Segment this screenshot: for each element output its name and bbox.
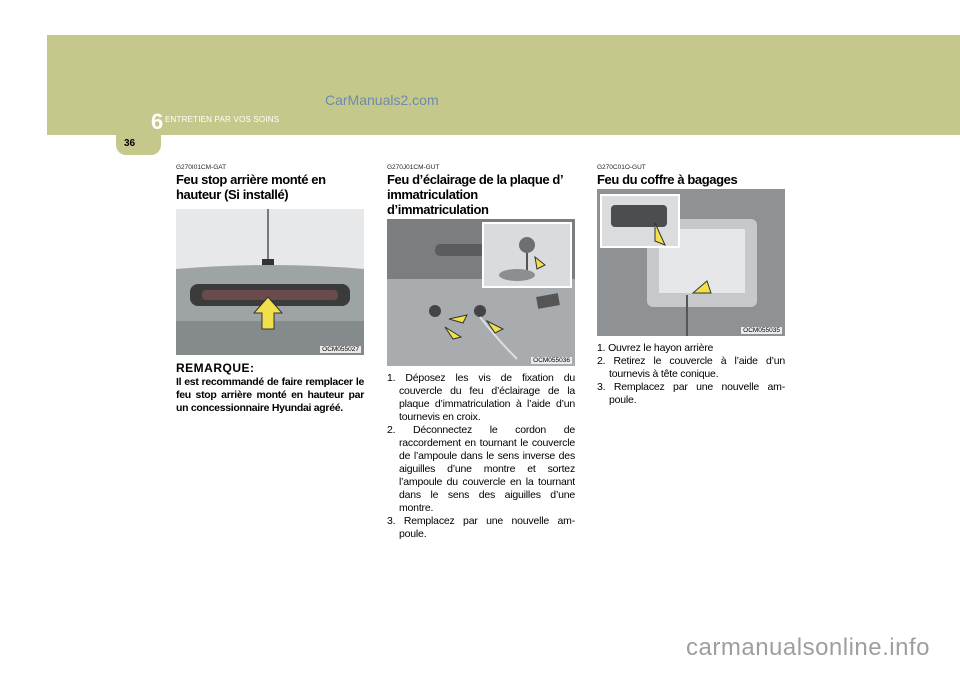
section-title: Feu du coffre à bagages [597,172,738,187]
note-text: Il est recommandé de faire remplacer le feu stop arrière monté en hauteur par un concessionnaire Hyundai agréé. [176,376,364,414]
instruction-step: 3. Remplacez par une nouvelle am- poule. [597,381,785,406]
section-code: G270J01CM-GUT [387,164,440,171]
instruction-list [597,342,785,407]
section-code: G270C01O-GUT [597,164,646,171]
section-code: G270I01CM-GAT [176,164,227,171]
column-license-plate-light [387,164,575,541]
image-code: OCM055035 [743,327,780,334]
section-title: Feu stop arrière monté en hauteur (Si installé) [176,172,326,202]
chapter-title: ENTRETIEN PAR VOS SOINS [165,115,280,124]
license-plate-light-image [387,219,575,366]
column-cargo-area-light [597,164,785,407]
header-watermark[interactable]: CarManuals2.com [325,92,439,108]
instruction-step: 2. Retirez le couvercle à l’aide d’un tournevis à tête conique. [597,355,785,380]
image-code: OCM055036 [533,357,570,364]
section-title: Feu d’éclairage de la plaque d’ immatriculation d’immatriculation [387,172,563,217]
high-mount-stop-image [176,209,364,355]
image-code: OCM055027 [322,346,359,353]
note-heading: REMARQUE: [176,361,255,375]
cargo-area-light-image [597,189,785,336]
page-tab [116,135,161,155]
cargo-area-light-illustration [597,189,785,336]
instruction-step: 3. Remplacez par une nouvelle am- poule. [387,515,575,540]
instruction-step: 1. Ouvrez le hayon arrière [597,342,714,354]
instruction-step: 1. Déposez les vis de fixation du couvercle du feu d’éclairage de la plaque d’immatriculation à l’aide d’un tournevis en croix. [387,372,575,423]
column-high-mount-stop [176,164,364,415]
footer-watermark[interactable]: carmanualsonline.info [686,634,930,661]
license-plate-light-illustration [387,219,575,366]
high-mount-stop-illustration [176,209,364,355]
instruction-list [387,372,575,541]
instruction-step: 2. Déconnectez le cordon de raccordement en tournant le couvercle de l’ampoule dans le sens inverse des aiguilles d’une montre et sortez l’ampoule du couvercle en la tournant dans le sens des aiguilles d’une montre. [387,424,575,514]
page-number: 36 [124,138,136,149]
chapter-number: 6 [151,109,164,134]
